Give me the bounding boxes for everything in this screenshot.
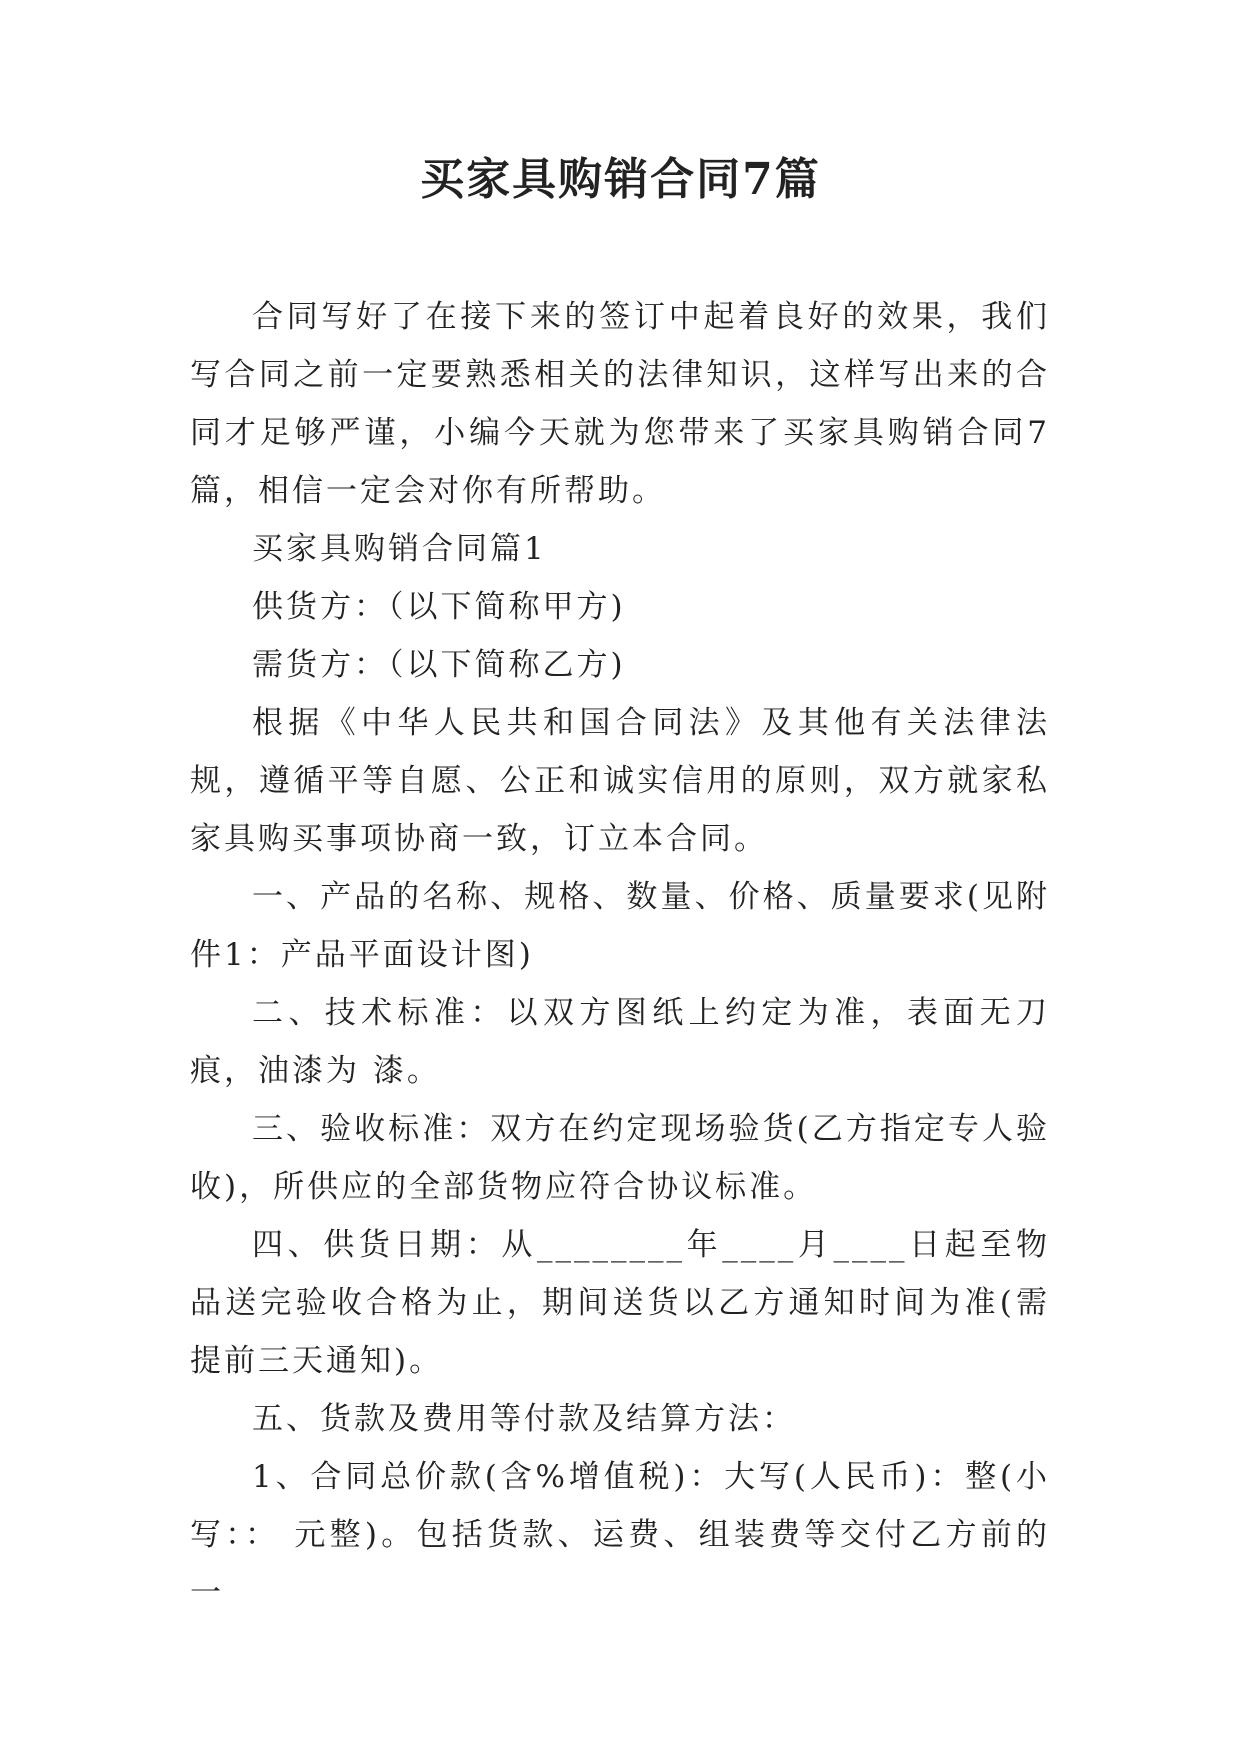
clause-2: 二、技术标准：以双方图纸上约定为准，表面无刀痕，油漆为 漆。 bbox=[190, 995, 1050, 1089]
intro-paragraph: 合同写好了在接下来的签订中起着良好的效果，我们写合同之前一定要熟悉相关的法律知识，这样写出来的合同才足够严谨，小编今天就为您带来了买家具购销合同7篇，相信一定会对你有所帮助。 bbox=[190, 299, 1050, 509]
document-title: 买家具购销合同7篇 bbox=[420, 154, 821, 205]
clause-5-item-1: 1、合同总价款(含%增值税)：大写(人民币)：整(小写：： 元整)。包括货款、运费、组装费等交付乙方前的一 bbox=[190, 1459, 1050, 1611]
buyer-line: 需货方：（以下简称乙方) bbox=[252, 647, 626, 683]
clause-4: 四、供货日期：从________年____月____日起至物品送完验收合格为止，期间送货以乙方通知时间为准(需提前三天通知)。 bbox=[190, 1227, 1050, 1379]
section-heading: 买家具购销合同篇1 bbox=[252, 531, 547, 567]
clause-1: 一、产品的名称、规格、数量、价格、质量要求(见附件1：产品平面设计图) bbox=[190, 879, 1050, 973]
document-body bbox=[190, 288, 1050, 1622]
preamble-paragraph: 根据《中华人民共和国合同法》及其他有关法律法规，遵循平等自愿、公正和诚实信用的原则，双方就家私家具购买事项协商一致，订立本合同。 bbox=[190, 705, 1050, 857]
clause-3: 三、验收标准：双方在约定现场验货(乙方指定专人验收)，所供应的全部货物应符合协议标准。 bbox=[190, 1111, 1050, 1205]
supplier-line: 供货方：（以下简称甲方) bbox=[252, 589, 626, 625]
clause-5: 五、货款及费用等付款及结算方法： bbox=[252, 1401, 796, 1437]
